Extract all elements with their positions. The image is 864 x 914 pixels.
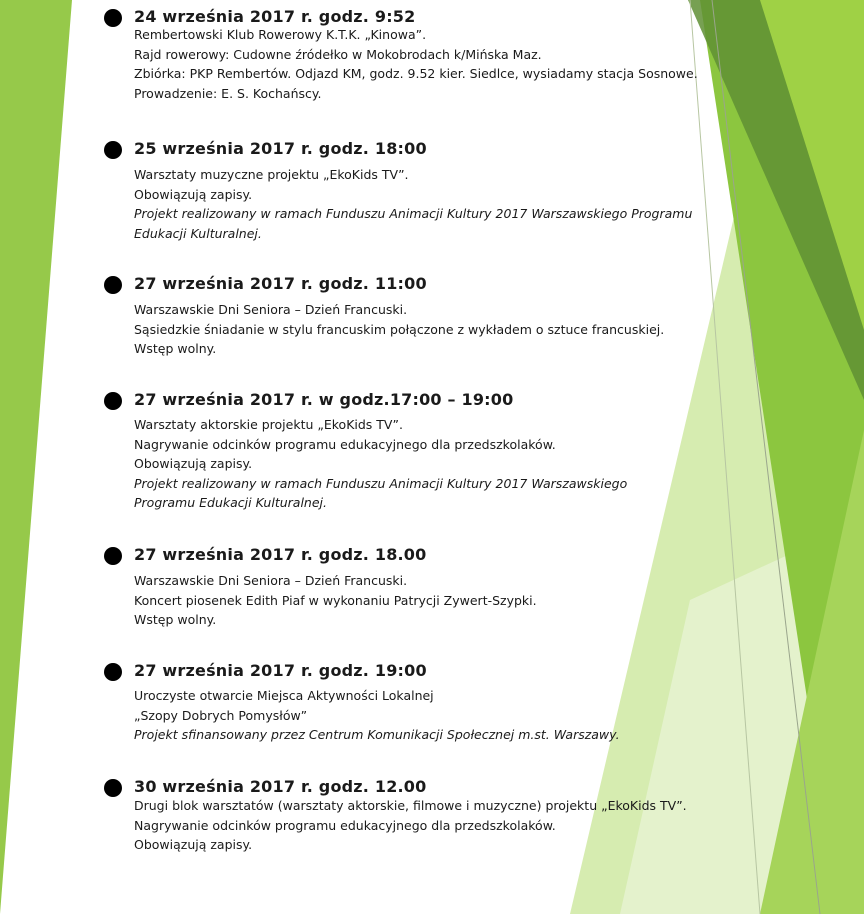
event-line: Koncert piosenek Edith Piaf w wykonaniu Patrycji Zywert-Szypki. — [134, 592, 537, 608]
bullet-icon — [104, 9, 122, 27]
bullet-icon — [104, 779, 122, 797]
event-line: Warsztaty aktorskie projektu „EkoKids TV”. — [134, 417, 403, 432]
event-line: Sąsiedzkie śniadanie w stylu francuskim połączone z wykładem o sztuce francuskiej. — [134, 321, 665, 337]
event-line: Rajd rowerowy: Cudowne źródełko w Mokobrodach k/Mińska Maz. — [134, 46, 542, 62]
bullet-icon — [104, 276, 122, 294]
event-note: Programu Edukacji Kulturalnej. — [134, 495, 327, 510]
event-date: 27 września 2017 r. godz. 19:00 — [134, 661, 427, 680]
event-date: 27 września 2017 r. godz. 18.00 — [134, 545, 427, 564]
event-date: 24 września 2017 r. godz. 9:52 — [134, 7, 416, 26]
event-date: 30 września 2017 r. godz. 12.00 — [134, 777, 427, 796]
event-note: Projekt realizowany w ramach Funduszu Animacji Kultury 2017 Warszawskiego — [134, 475, 628, 491]
event-date: 25 września 2017 r. godz. 18:00 — [134, 139, 427, 158]
event-line: Uroczyste otwarcie Miejsca Aktywności Lokalnej — [134, 688, 434, 703]
event-date: 27 września 2017 r. w godz.17:00 – 19:00 — [134, 390, 514, 409]
bullet-icon — [104, 392, 122, 410]
event-line: Prowadzenie: E. S. Kochańscy. — [134, 85, 322, 101]
event-note: Projekt realizowany w ramach Funduszu Animacji Kultury 2017 Warszawskiego Programu — [134, 206, 693, 221]
event-line: Obowiązują zapisy. — [134, 837, 253, 852]
event-line: Warsztaty muzyczne projektu „EkoKids TV”. — [134, 167, 409, 182]
event-line: Rembertowski Klub Rowerowy K.T.K. „Kinowa”. — [134, 27, 427, 42]
event-line: Obowiązują zapisy. — [134, 456, 253, 471]
event-line: Nagrywanie odcinków programu edukacyjnego dla przedszkolaków. — [134, 436, 556, 452]
event-date: 27 września 2017 r. godz. 11:00 — [134, 274, 427, 293]
event-line: Wstęp wolny. — [134, 341, 217, 356]
event-line: Nagrywanie odcinków programu edukacyjnego dla przedszkolaków. — [134, 817, 556, 833]
event-note: Projekt sfinansowany przez Centrum Komunikacji Społecznej m.st. Warszawy. — [134, 727, 620, 742]
event-line: Wstęp wolny. — [134, 612, 217, 627]
event-line: Warszawskie Dni Seniora – Dzień Francuski. — [134, 302, 408, 317]
event-line: Drugi blok warsztatów (warsztaty aktorskie, filmowe i muzyczne) projektu „EkoKids TV”. — [134, 798, 687, 813]
event-line: Zbiórka: PKP Rembertów. Odjazd KM, godz. 9.52 kier. Siedlce, wysiadamy stacja Sosnowe. — [134, 66, 698, 81]
event-line: Obowiązują zapisy. — [134, 186, 253, 202]
event-note: Edukacji Kulturalnej. — [134, 225, 262, 241]
event-line: Warszawskie Dni Seniora – Dzień Francuski. — [134, 573, 408, 588]
event-line: „Szopy Dobrych Pomysłów” — [134, 707, 308, 723]
bullet-icon — [104, 663, 122, 681]
bullet-icon — [104, 547, 122, 565]
bullet-icon — [104, 141, 122, 159]
